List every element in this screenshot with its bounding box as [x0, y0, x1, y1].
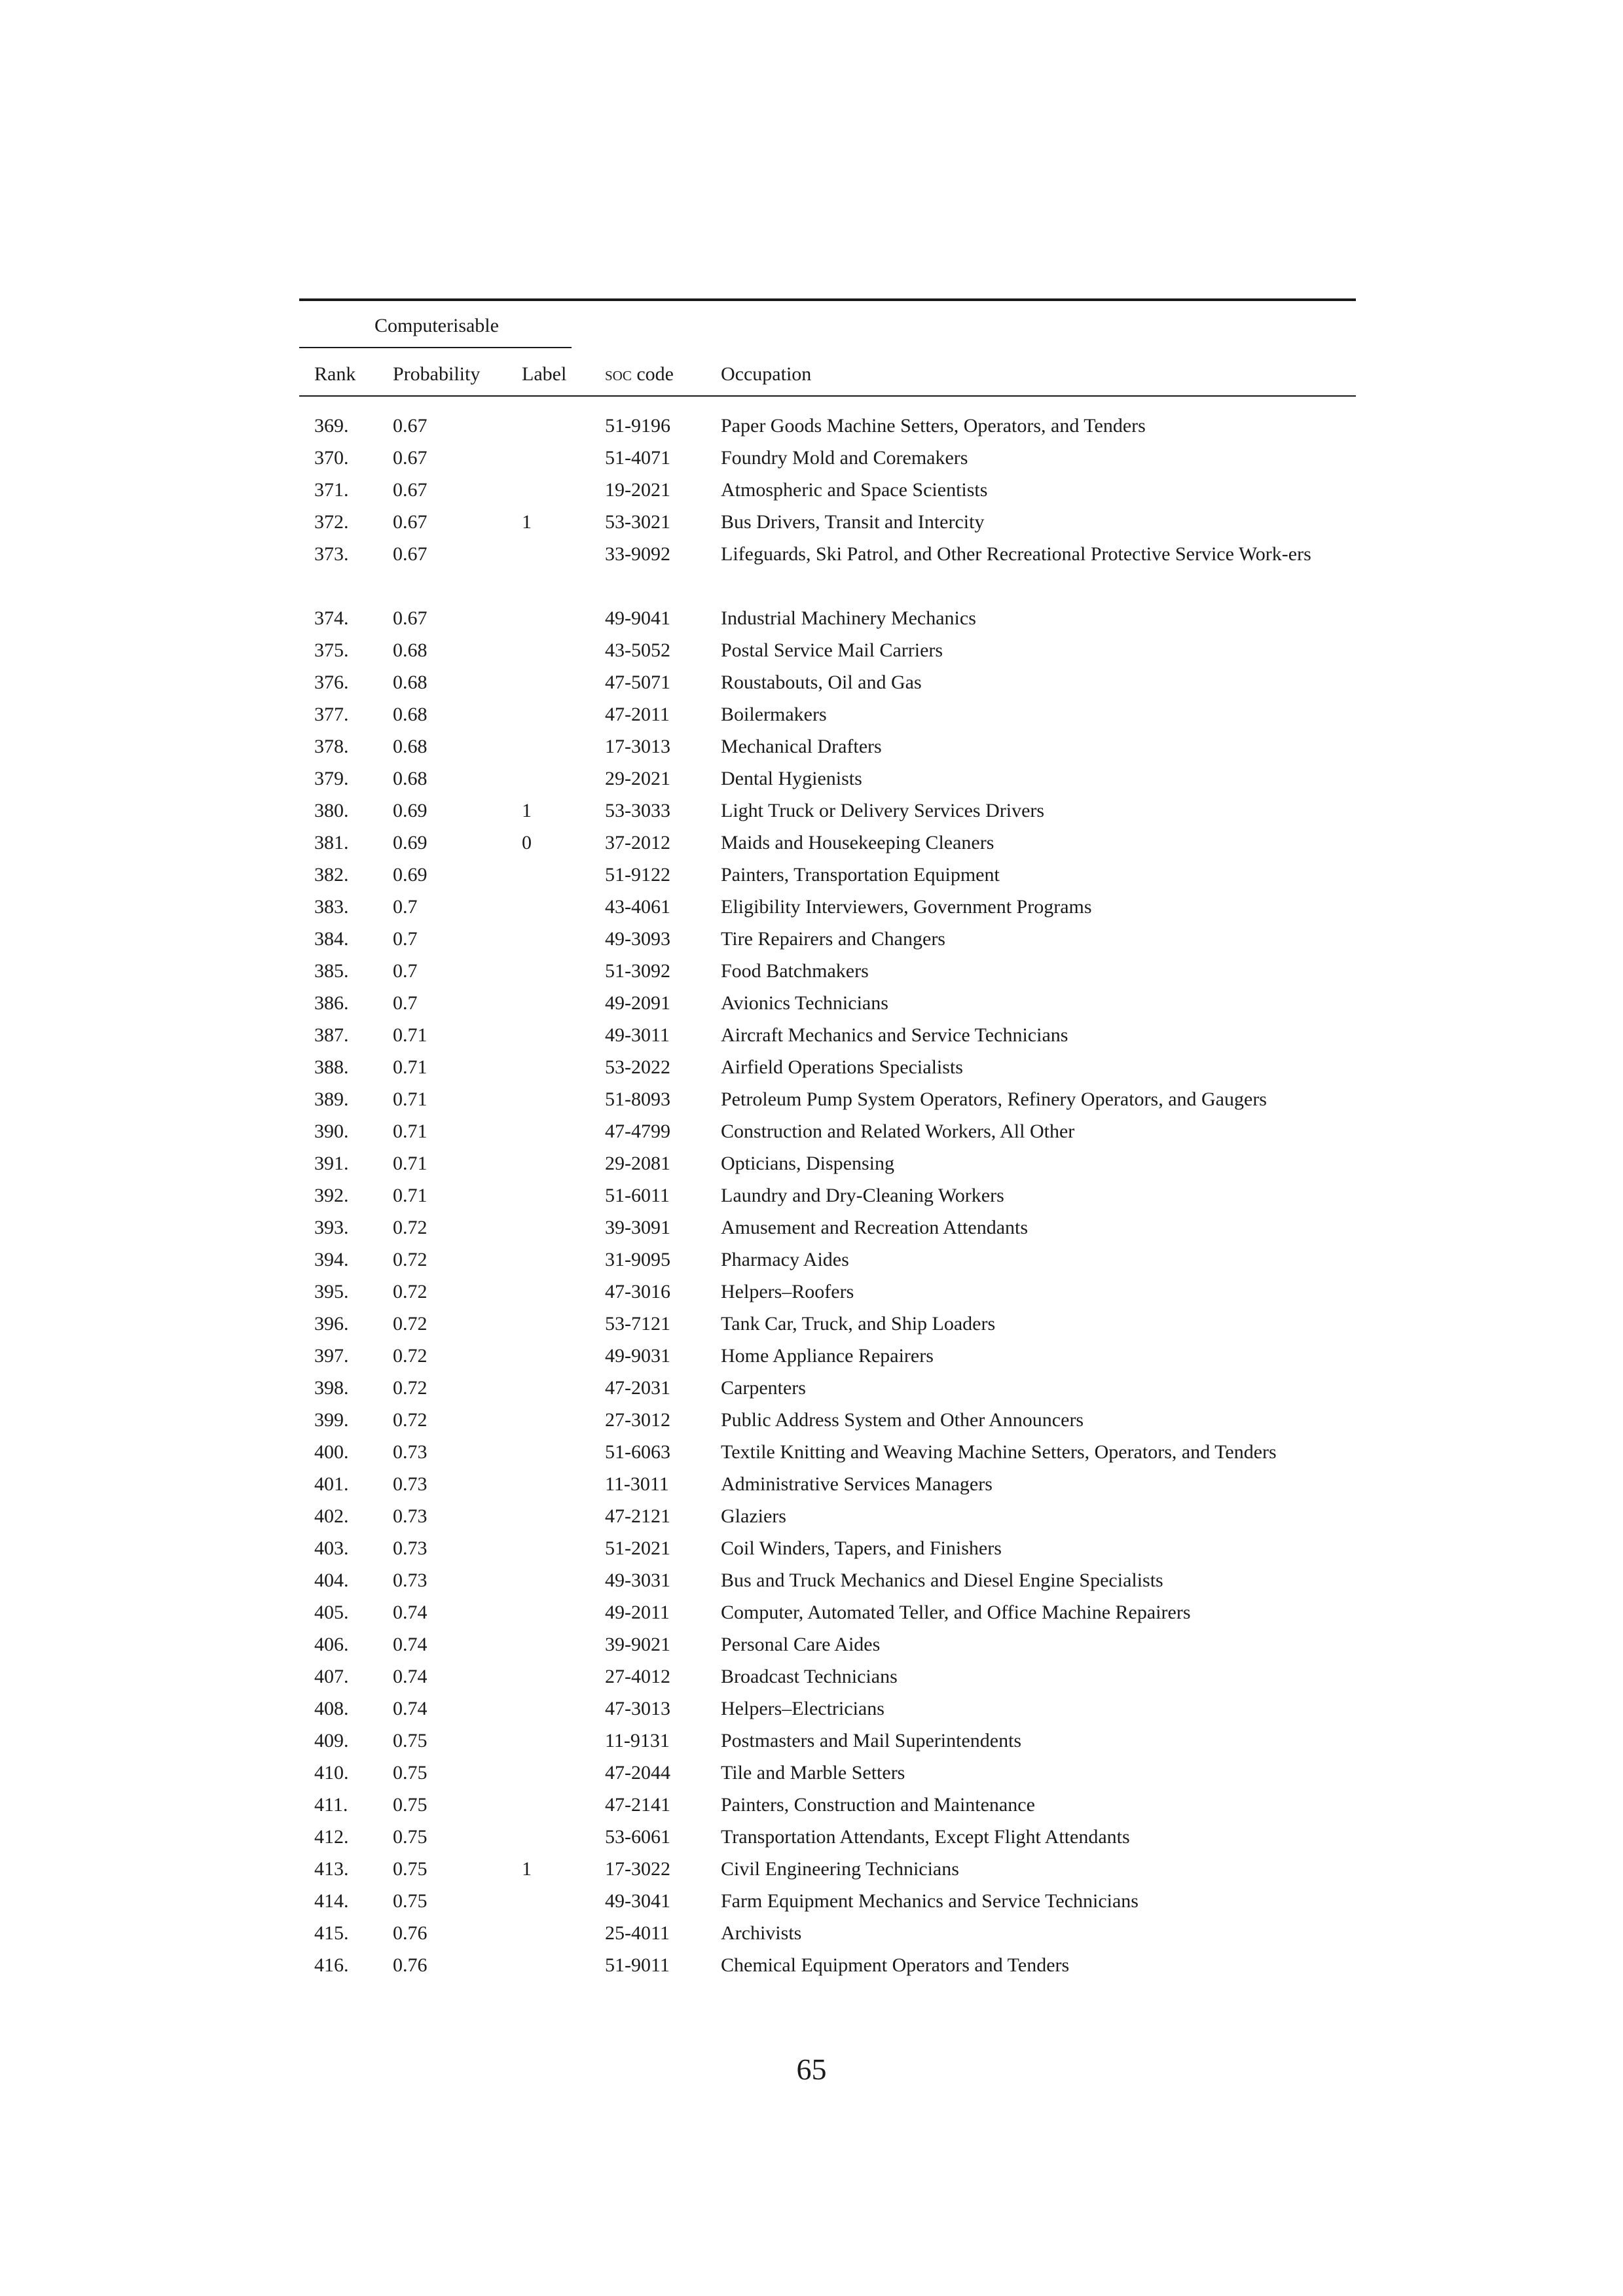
occupation-cell: Painters, Transportation Equipment [721, 864, 1000, 886]
rank-cell: 392. [314, 1185, 349, 1206]
probability-cell: 0.68 [393, 704, 428, 725]
occupation-cell: Tire Repairers and Changers [721, 928, 945, 950]
soc-code-suffix: code [631, 363, 674, 385]
soc-code-cell: 47-5071 [605, 672, 670, 693]
occupation-cell: Personal Care Aides [721, 1634, 881, 1655]
probability-cell: 0.67 [393, 479, 428, 501]
rank-cell: 411. [314, 1794, 348, 1816]
probability-cell: 0.73 [393, 1441, 428, 1463]
table-row [0, 474, 1623, 506]
table-row [0, 1885, 1623, 1917]
rank-cell: 377. [314, 704, 349, 725]
occupation-cell: Industrial Machinery Mechanics [721, 607, 976, 629]
probability-cell: 0.72 [393, 1281, 428, 1302]
occupation-cell: Tile and Marble Setters [721, 1762, 905, 1784]
probability-cell: 0.72 [393, 1345, 428, 1367]
table-row [0, 730, 1623, 762]
soc-code-cell: 43-4061 [605, 896, 670, 918]
table-row [0, 1693, 1623, 1725]
soc-code-cell: 47-2141 [605, 1794, 670, 1816]
occupation-cell: Postal Service Mail Carriers [721, 639, 943, 661]
occupation-cell: Amusement and Recreation Attendants [721, 1217, 1029, 1238]
soc-code-cell: 25-4011 [605, 1922, 670, 1944]
rank-cell: 396. [314, 1313, 349, 1335]
table-body [0, 410, 1623, 1981]
occupation-cell: Airfield Operations Specialists [721, 1056, 963, 1078]
table-row [0, 1340, 1623, 1372]
table-row [0, 1404, 1623, 1436]
rank-cell: 405. [314, 1602, 349, 1623]
occupation-cell: Laundry and Dry-Cleaning Workers [721, 1185, 1004, 1206]
probability-cell: 0.72 [393, 1313, 428, 1335]
probability-cell: 0.71 [393, 1056, 428, 1078]
occupation-cell: Civil Engineering Technicians [721, 1858, 959, 1880]
soc-code-cell: 51-6063 [605, 1441, 670, 1463]
probability-cell: 0.71 [393, 1185, 428, 1206]
occupation-cell: Light Truck or Delivery Services Drivers [721, 800, 1045, 821]
rank-cell: 375. [314, 639, 349, 661]
column-header-label: Label [522, 363, 567, 385]
table-row [0, 955, 1623, 987]
column-group-header: Computerisable [374, 315, 499, 336]
occupation-cell: Maids and Housekeeping Cleaners [721, 832, 994, 853]
table-row [0, 634, 1623, 666]
soc-code-cell: 53-6061 [605, 1826, 670, 1848]
rank-cell: 393. [314, 1217, 349, 1238]
table-row [0, 1789, 1623, 1821]
table-row [0, 827, 1623, 859]
soc-code-cell: 49-3093 [605, 928, 670, 950]
soc-code-cell: 47-2011 [605, 704, 670, 725]
soc-code-cell: 39-9021 [605, 1634, 670, 1655]
soc-code-cell: 47-2031 [605, 1377, 670, 1399]
rank-cell: 386. [314, 992, 349, 1014]
rank-cell: 391. [314, 1153, 349, 1174]
soc-code-cell: 47-3016 [605, 1281, 670, 1302]
rank-cell: 371. [314, 479, 349, 501]
rank-cell: 384. [314, 928, 349, 950]
column-header-soc-code [605, 361, 674, 387]
occupation-cell: Computer, Automated Teller, and Office Machine Repairers [721, 1602, 1191, 1623]
rank-cell: 394. [314, 1249, 349, 1270]
rank-cell: 416. [314, 1954, 349, 1976]
rank-cell: 387. [314, 1024, 349, 1046]
soc-code-cell: 49-3031 [605, 1570, 670, 1591]
occupation-cell: Atmospheric and Space Scientists [721, 479, 988, 501]
probability-cell: 0.73 [393, 1570, 428, 1591]
soc-code-cell: 51-9011 [605, 1954, 670, 1976]
table-row [0, 859, 1623, 891]
occupation-cell: Lifeguards, Ski Patrol, and Other Recreational Protective Service Work-ers [721, 543, 1311, 565]
rank-cell: 414. [314, 1890, 349, 1912]
soc-code-cell: 47-4799 [605, 1121, 670, 1142]
soc-code-cell: 53-3021 [605, 511, 670, 533]
rank-cell: 398. [314, 1377, 349, 1399]
occupation-cell: Paper Goods Machine Setters, Operators, and Tenders [721, 415, 1146, 437]
probability-cell: 0.67 [393, 607, 428, 629]
soc-code-cell: 17-3022 [605, 1858, 670, 1880]
probability-cell: 0.72 [393, 1217, 428, 1238]
table-row [0, 1628, 1623, 1660]
table-header-rule [299, 395, 1356, 397]
rank-cell: 413. [314, 1858, 349, 1880]
occupation-cell: Opticians, Dispensing [721, 1153, 894, 1174]
label-cell: 1 [522, 1858, 532, 1880]
soc-code-cell: 51-2021 [605, 1537, 670, 1559]
occupation-cell: Boilermakers [721, 704, 827, 725]
rank-cell: 395. [314, 1281, 349, 1302]
rank-cell: 369. [314, 415, 349, 437]
rank-cell: 412. [314, 1826, 349, 1848]
rank-cell: 379. [314, 768, 349, 789]
table-row [0, 1468, 1623, 1500]
probability-cell: 0.74 [393, 1666, 428, 1687]
rank-cell: 404. [314, 1570, 349, 1591]
occupation-cell: Textile Knitting and Weaving Machine Setters, Operators, and Tenders [721, 1441, 1277, 1463]
table-row [0, 1019, 1623, 1051]
occupation-cell: Dental Hygienists [721, 768, 862, 789]
occupation-cell: Petroleum Pump System Operators, Refinery Operators, and Gaugers [721, 1088, 1267, 1110]
soc-abbreviation: soc [605, 363, 632, 385]
occupation-cell: Coil Winders, Tapers, and Finishers [721, 1537, 1002, 1559]
label-cell: 0 [522, 832, 532, 853]
occupation-cell: Broadcast Technicians [721, 1666, 898, 1687]
probability-cell: 0.7 [393, 960, 418, 982]
column-header-occupation: Occupation [721, 363, 812, 385]
occupation-cell: Home Appliance Repairers [721, 1345, 934, 1367]
rank-cell: 403. [314, 1537, 349, 1559]
probability-cell: 0.69 [393, 864, 428, 886]
label-cell: 1 [522, 511, 532, 533]
occupation-cell: Pharmacy Aides [721, 1249, 849, 1270]
probability-cell: 0.72 [393, 1377, 428, 1399]
rank-cell: 397. [314, 1345, 349, 1367]
table-row [0, 1179, 1623, 1211]
table-row [0, 1436, 1623, 1468]
probability-cell: 0.75 [393, 1826, 428, 1848]
table-row [0, 795, 1623, 827]
occupation-cell: Carpenters [721, 1377, 806, 1399]
table-row [0, 1821, 1623, 1853]
soc-code-cell: 27-4012 [605, 1666, 670, 1687]
rank-cell: 383. [314, 896, 349, 918]
occupation-cell: Transportation Attendants, Except Flight Attendants [721, 1826, 1130, 1848]
probability-cell: 0.73 [393, 1505, 428, 1527]
occupation-cell: Glaziers [721, 1505, 786, 1527]
soc-code-cell: 11-3011 [605, 1473, 669, 1495]
table-row [0, 506, 1623, 538]
probability-cell: 0.76 [393, 1922, 428, 1944]
occupation-cell: Tank Car, Truck, and Ship Loaders [721, 1313, 996, 1335]
probability-cell: 0.7 [393, 896, 418, 918]
occupation-cell: Helpers–Electricians [721, 1698, 884, 1719]
occupation-cell: Mechanical Drafters [721, 736, 882, 757]
probability-cell: 0.74 [393, 1634, 428, 1655]
column-header-rank: Rank [314, 363, 356, 385]
probability-cell: 0.67 [393, 543, 428, 565]
soc-code-cell: 37-2012 [605, 832, 670, 853]
soc-code-cell: 27-3012 [605, 1409, 670, 1431]
probability-cell: 0.72 [393, 1409, 428, 1431]
rank-cell: 389. [314, 1088, 349, 1110]
table-row [0, 987, 1623, 1019]
table-row [0, 891, 1623, 923]
occupation-cell: Food Batchmakers [721, 960, 869, 982]
rank-cell: 376. [314, 672, 349, 693]
table-row [0, 666, 1623, 698]
probability-cell: 0.68 [393, 639, 428, 661]
table-row [0, 1051, 1623, 1083]
table-row [0, 1500, 1623, 1532]
soc-code-cell: 53-7121 [605, 1313, 670, 1335]
soc-code-cell: 31-9095 [605, 1249, 670, 1270]
rank-cell: 415. [314, 1922, 349, 1944]
table-row [0, 1853, 1623, 1885]
occupation-cell: Construction and Related Workers, All Other [721, 1121, 1075, 1142]
occupation-cell: Postmasters and Mail Superintendents [721, 1730, 1022, 1751]
probability-cell: 0.71 [393, 1121, 428, 1142]
rank-cell: 380. [314, 800, 349, 821]
occupation-cell: Archivists [721, 1922, 802, 1944]
rank-cell: 373. [314, 543, 349, 565]
probability-cell: 0.69 [393, 800, 428, 821]
probability-cell: 0.68 [393, 768, 428, 789]
rank-cell: 401. [314, 1473, 349, 1495]
occupation-cell: Helpers–Roofers [721, 1281, 854, 1302]
table-row [0, 1115, 1623, 1147]
occupation-cell: Roustabouts, Oil and Gas [721, 672, 922, 693]
probability-cell: 0.75 [393, 1794, 428, 1816]
rank-cell: 408. [314, 1698, 349, 1719]
probability-cell: 0.67 [393, 447, 428, 469]
soc-code-cell: 47-2121 [605, 1505, 670, 1527]
probability-cell: 0.73 [393, 1473, 428, 1495]
occupation-cell: Farm Equipment Mechanics and Service Technicians [721, 1890, 1139, 1912]
rank-cell: 409. [314, 1730, 349, 1751]
probability-cell: 0.67 [393, 511, 428, 533]
soc-code-cell: 29-2021 [605, 768, 670, 789]
rank-cell: 378. [314, 736, 349, 757]
table-row [0, 1596, 1623, 1628]
rank-cell: 372. [314, 511, 349, 533]
table-row [0, 1276, 1623, 1308]
probability-cell: 0.73 [393, 1537, 428, 1559]
label-cell: 1 [522, 800, 532, 821]
rank-cell: 382. [314, 864, 349, 886]
table-row [0, 410, 1623, 442]
soc-code-cell: 51-3092 [605, 960, 670, 982]
probability-cell: 0.71 [393, 1024, 428, 1046]
rank-cell: 385. [314, 960, 349, 982]
table-row [0, 762, 1623, 795]
soc-code-cell: 49-2011 [605, 1602, 670, 1623]
table-row [0, 923, 1623, 955]
rank-cell: 400. [314, 1441, 349, 1463]
soc-code-cell: 53-3033 [605, 800, 670, 821]
soc-code-cell: 53-2022 [605, 1056, 670, 1078]
table-top-rule [299, 298, 1356, 301]
column-group-rule [299, 347, 572, 348]
table-row [0, 602, 1623, 634]
soc-code-cell: 47-3013 [605, 1698, 670, 1719]
table-row [0, 1532, 1623, 1564]
rank-cell: 390. [314, 1121, 349, 1142]
occupation-cell: Avionics Technicians [721, 992, 888, 1014]
probability-cell: 0.76 [393, 1954, 428, 1976]
soc-code-cell: 51-9122 [605, 864, 670, 886]
soc-code-cell: 49-2091 [605, 992, 670, 1014]
occupation-cell: Eligibility Interviewers, Government Programs [721, 896, 1092, 918]
soc-code-cell: 17-3013 [605, 736, 670, 757]
rank-cell: 406. [314, 1634, 349, 1655]
probability-cell: 0.75 [393, 1858, 428, 1880]
probability-cell: 0.67 [393, 415, 428, 437]
soc-code-cell: 47-2044 [605, 1762, 670, 1784]
occupation-cell: Bus and Truck Mechanics and Diesel Engine Specialists [721, 1570, 1163, 1591]
table-row [0, 538, 1623, 602]
probability-cell: 0.7 [393, 928, 418, 950]
soc-code-cell: 43-5052 [605, 639, 670, 661]
table-row [0, 1211, 1623, 1244]
probability-cell: 0.75 [393, 1890, 428, 1912]
soc-code-cell: 19-2021 [605, 479, 670, 501]
probability-cell: 0.69 [393, 832, 428, 853]
probability-cell: 0.71 [393, 1153, 428, 1174]
probability-cell: 0.75 [393, 1730, 428, 1751]
column-header-probability: Probability [393, 363, 481, 385]
soc-code-cell: 51-8093 [605, 1088, 670, 1110]
soc-code-cell: 29-2081 [605, 1153, 670, 1174]
occupation-cell: Aircraft Mechanics and Service Technicians [721, 1024, 1068, 1046]
rank-cell: 407. [314, 1666, 349, 1687]
soc-code-cell: 49-3011 [605, 1024, 670, 1046]
table-row [0, 1147, 1623, 1179]
table-row [0, 1083, 1623, 1115]
rank-cell: 402. [314, 1505, 349, 1527]
probability-cell: 0.7 [393, 992, 418, 1014]
occupation-cell: Public Address System and Other Announcers [721, 1409, 1084, 1431]
table-row [0, 1949, 1623, 1981]
rank-cell: 374. [314, 607, 349, 629]
soc-code-cell: 49-9031 [605, 1345, 670, 1367]
occupation-cell: Bus Drivers, Transit and Intercity [721, 511, 985, 533]
table-row [0, 1564, 1623, 1596]
occupation-cell: Foundry Mold and Coremakers [721, 447, 968, 469]
rank-cell: 381. [314, 832, 349, 853]
soc-code-cell: 11-9131 [605, 1730, 670, 1751]
probability-cell: 0.71 [393, 1088, 428, 1110]
rank-cell: 399. [314, 1409, 349, 1431]
probability-cell: 0.68 [393, 736, 428, 757]
table-row [0, 1308, 1623, 1340]
probability-cell: 0.74 [393, 1698, 428, 1719]
table-row [0, 442, 1623, 474]
occupation-cell: Painters, Construction and Maintenance [721, 1794, 1035, 1816]
page-number: 65 [796, 2053, 827, 2086]
table-row [0, 1725, 1623, 1757]
probability-cell: 0.74 [393, 1602, 428, 1623]
table-row [0, 1244, 1623, 1276]
table-row [0, 1660, 1623, 1693]
rank-cell: 388. [314, 1056, 349, 1078]
probability-cell: 0.68 [393, 672, 428, 693]
rank-cell: 410. [314, 1762, 349, 1784]
probability-cell: 0.72 [393, 1249, 428, 1270]
rank-cell: 370. [314, 447, 349, 469]
table-row [0, 1917, 1623, 1949]
table-row [0, 1757, 1623, 1789]
table-row [0, 1372, 1623, 1404]
occupation-cell: Administrative Services Managers [721, 1473, 993, 1495]
probability-cell: 0.75 [393, 1762, 428, 1784]
soc-code-cell: 51-4071 [605, 447, 670, 469]
table-row [0, 698, 1623, 730]
occupation-cell: Chemical Equipment Operators and Tenders [721, 1954, 1070, 1976]
soc-code-cell: 51-9196 [605, 415, 670, 437]
soc-code-cell: 39-3091 [605, 1217, 670, 1238]
soc-code-cell: 51-6011 [605, 1185, 670, 1206]
soc-code-cell: 33-9092 [605, 543, 670, 565]
soc-code-cell: 49-3041 [605, 1890, 670, 1912]
soc-code-cell: 49-9041 [605, 607, 670, 629]
